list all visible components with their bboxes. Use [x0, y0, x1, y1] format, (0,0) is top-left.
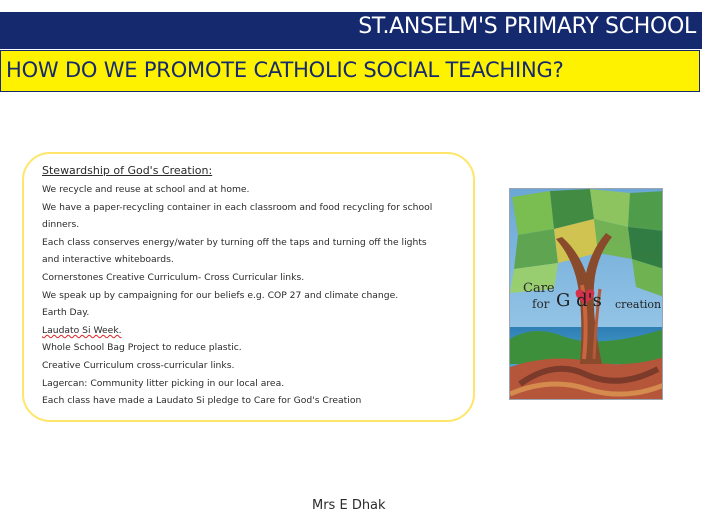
image-caption-creation: creation [615, 298, 662, 311]
list-item: Each class conserves energy/water by turning off the taps and turning off the lights [42, 236, 427, 248]
list-item: Earth Day. [42, 307, 90, 319]
list-item: Lagercan: Community litter picking in our local area. [42, 377, 285, 389]
list-item: Whole School Bag Project to reduce plastic. [42, 342, 242, 354]
list-item: We recycle and reuse at school and at home. [42, 184, 250, 195]
list-item: Each class have made a Laudato Si pledge to Care for God's Creation [42, 395, 362, 407]
image-caption-for: for [532, 297, 550, 311]
list-item: and interactive whiteboards. [42, 254, 174, 266]
image-caption-gods: G d's [556, 290, 602, 311]
list-item: Creative Curriculum cross-curricular links. [42, 359, 235, 371]
school-name: ST.ANSELM'S PRIMARY SCHOOL [358, 14, 696, 39]
list-item: Cornerstones Creative Curriculum- Cross Curricular links. [42, 271, 305, 283]
list-item: dinners. [42, 219, 80, 231]
list-item: Laudato Si Week. [42, 324, 122, 336]
list-item: We speak up by campaigning for our beliefs e.g. COP 27 and climate change. [42, 289, 399, 301]
section-heading: Stewardship of God's Creation: [42, 164, 213, 177]
image-caption-care: Care [523, 281, 555, 296]
list-item: We have a paper-recycling container in each classroom and food recycling for school [42, 201, 433, 213]
page-title: HOW DO WE PROMOTE CATHOLIC SOCIAL TEACHING? [6, 58, 564, 82]
stewardship-content [42, 163, 462, 410]
author-name: Mrs E Dhak [312, 498, 386, 513]
